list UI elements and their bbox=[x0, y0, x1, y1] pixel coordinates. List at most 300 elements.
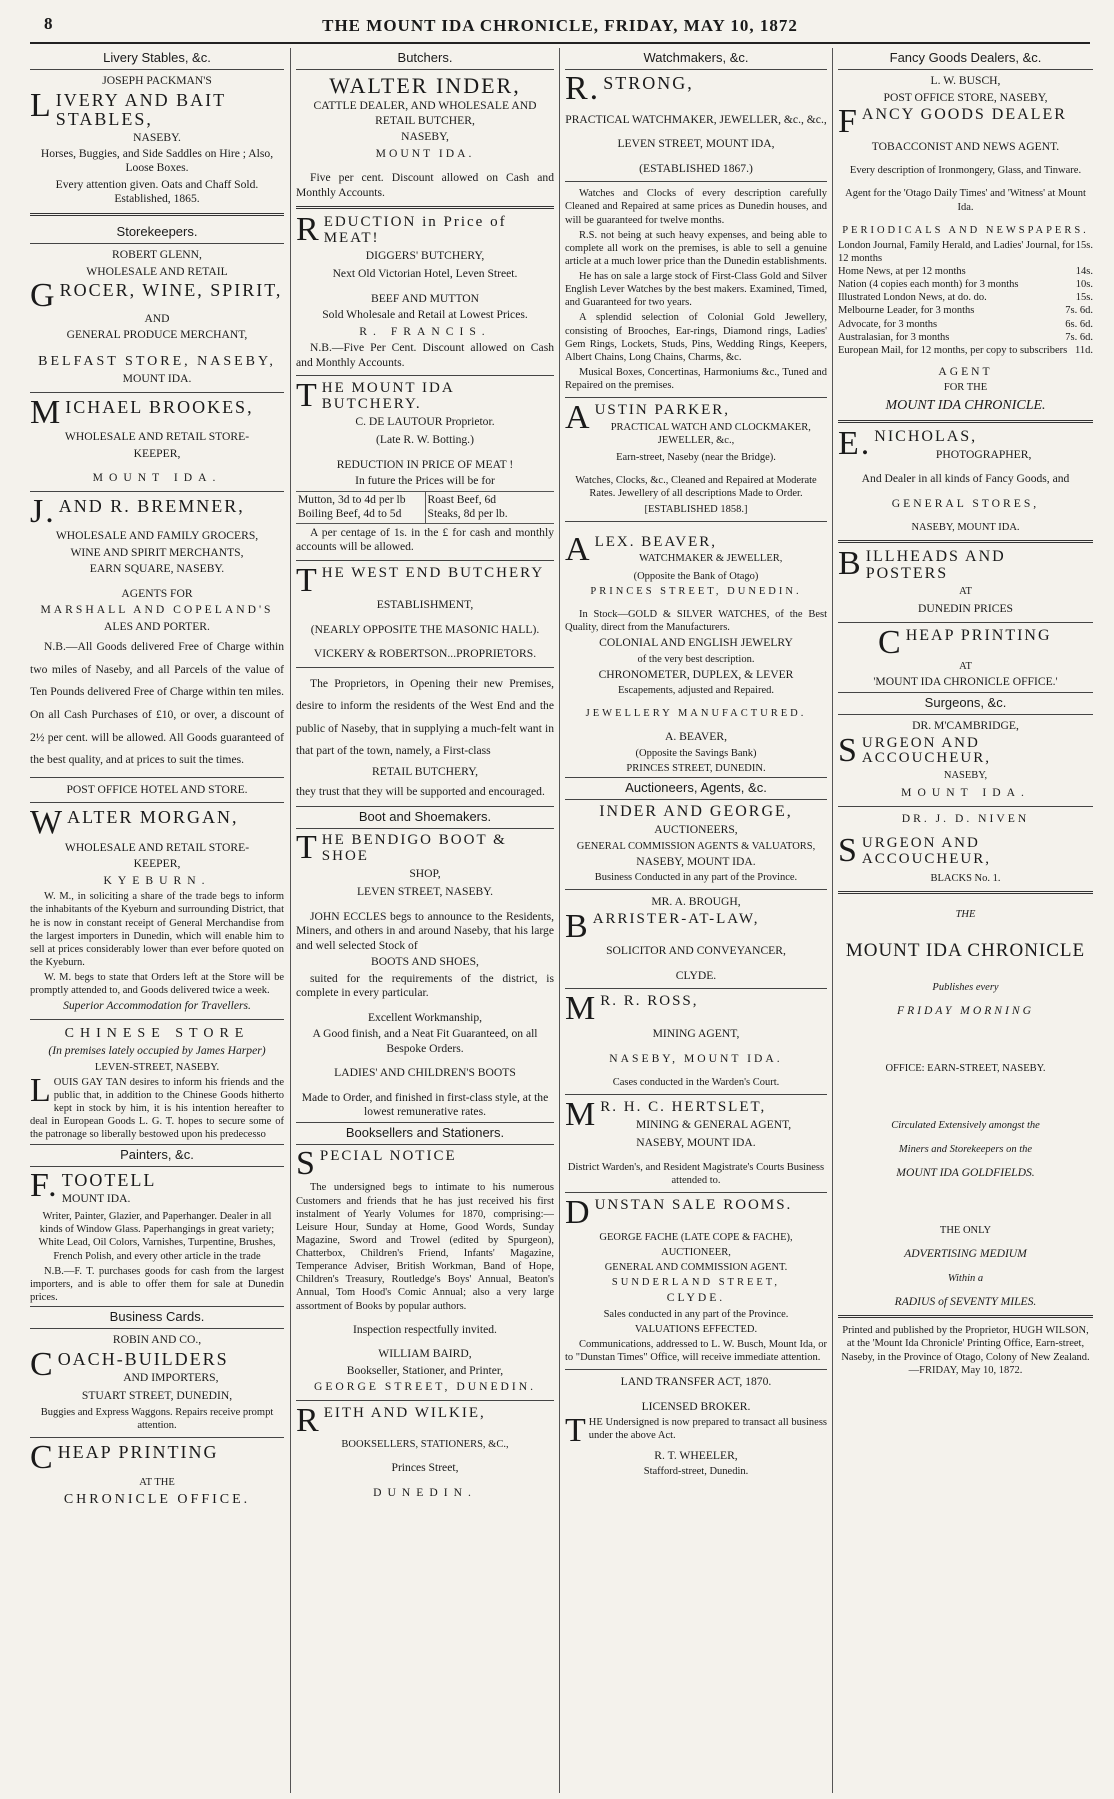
ad-sub: KEEPER, bbox=[133, 857, 181, 871]
ad-title: HE MOUNT IDA BUTCHERY. bbox=[321, 380, 454, 412]
ad-title: USTIN PARKER, bbox=[594, 402, 731, 419]
ad-special-notice bbox=[296, 1144, 554, 1395]
ad-sub: SOLICITOR AND CONVEYANCER, bbox=[606, 944, 786, 958]
drop-cap: B bbox=[838, 545, 863, 583]
ad-parker bbox=[565, 399, 827, 516]
ad-address: LEVEN STREET, MOUNT IDA, bbox=[617, 137, 775, 151]
ad-brough bbox=[565, 895, 827, 983]
ad-body: A Good finish, and a Neat Fit Guaranteed, on all Bespoke Orders. bbox=[312, 1027, 538, 1055]
drop-cap: M bbox=[565, 990, 598, 1028]
ad-sub: VICKERY & ROBERTSON...PROPRIETORS. bbox=[313, 647, 537, 661]
drop-cap: L bbox=[30, 86, 53, 124]
ad-inder bbox=[296, 74, 554, 200]
ad-place: NASEBY. bbox=[133, 130, 181, 144]
page-number: 8 bbox=[44, 14, 53, 33]
price-value: 11d. bbox=[1075, 344, 1093, 356]
ad-body: And Dealer in all kinds of Fancy Goods, and bbox=[861, 472, 1070, 486]
ad-body: The Proprietors, in Opening their new Premises, desire to inform the residents of the West End and the public of Naseby, that in supplying a much-felt want in that part of the town, namely, a First-class bbox=[296, 676, 554, 758]
ad-sub: LADIES' AND CHILDREN'S BOOTS bbox=[334, 1066, 516, 1080]
price-value: 15s. bbox=[1075, 239, 1093, 251]
ad-sub: BOOKSELLERS, STATIONERS, &C., bbox=[341, 1439, 509, 1451]
ad-body: Business Conducted in any part of the Province. bbox=[594, 872, 798, 884]
ad-inder-george bbox=[565, 804, 827, 884]
ad-title: OACH-BUILDERS bbox=[57, 1348, 229, 1369]
ad-robin bbox=[30, 1333, 284, 1432]
ad-sub: COLONIAL AND ENGLISH JEWELRY bbox=[599, 636, 793, 650]
price-value: 14s. bbox=[1075, 266, 1093, 278]
ad-sub: AND bbox=[144, 311, 170, 325]
ad-address: Next Old Victorian Hotel, Leven Street. bbox=[332, 267, 518, 281]
notice-line: THE bbox=[955, 908, 976, 920]
price-item: Advocate, for 3 months bbox=[838, 318, 938, 330]
section-heading-storekeepers: Storekeepers. bbox=[30, 222, 284, 244]
ad-title: ROCER, WINE, SPIRIT, bbox=[59, 280, 283, 301]
ad-sub: ALES AND PORTER. bbox=[104, 619, 210, 633]
price-cell: Boiling Beef, 4d to 5d bbox=[298, 507, 402, 521]
ad-name: WILLIAM BAIRD, bbox=[378, 1347, 472, 1361]
notice-line: THE ONLY bbox=[939, 1225, 992, 1237]
ad-sub: AT bbox=[959, 661, 972, 673]
ad-sub: (Opposite the Bank of Otago) bbox=[633, 570, 759, 582]
ad-name: ROBIN AND CO., bbox=[112, 1333, 202, 1347]
notice-line: OFFICE: EARN-STREET, NASEBY. bbox=[885, 1063, 1046, 1075]
ad-sub: SHOP, bbox=[409, 866, 441, 880]
drop-cap: C bbox=[30, 1438, 55, 1476]
ad-busch bbox=[838, 74, 1093, 414]
drop-cap: L bbox=[30, 1071, 51, 1109]
drop-cap: C bbox=[878, 623, 903, 661]
ad-reduction bbox=[296, 211, 554, 370]
price-item: Illustrated London News, at do. do. bbox=[838, 292, 987, 304]
ad-sub: BOOTS AND SHOES, bbox=[371, 955, 479, 969]
ad-sub: VALUATIONS EFFECTED. bbox=[634, 1323, 758, 1335]
ad-address: NASEBY, MOUNT IDA. bbox=[609, 1051, 783, 1065]
ad-cheap-printing bbox=[838, 623, 1093, 690]
ad-address: PRINCES STREET, DUNEDIN. bbox=[626, 763, 766, 774]
ad-body: Five per cent. Discount allowed on Cash and Monthly Accounts. bbox=[296, 171, 554, 199]
price-value: 7s. 6d. bbox=[1065, 331, 1093, 343]
ad-ross bbox=[565, 990, 827, 1089]
ad-sub: (Opposite the Savings Bank) bbox=[635, 747, 757, 759]
ad-billheads bbox=[838, 545, 1093, 616]
section-heading-butchers: Butchers. bbox=[296, 48, 554, 70]
ad-niven bbox=[838, 812, 1093, 885]
ad-name: L. W. BUSCH, bbox=[930, 74, 1001, 88]
ad-sub: DUNEDIN PRICES bbox=[917, 602, 1013, 616]
section-heading-post-office: POST OFFICE HOTEL AND STORE. bbox=[66, 782, 248, 796]
price-value: 6s. 6d. bbox=[1065, 318, 1093, 330]
ad-body: Every attention given. Oats and Chaff Sold. Established, 1865. bbox=[55, 177, 259, 206]
ad-body: He has on sale a large stock of First-Class Gold and Silver English Lever Watches by the best makers. Examined, Timed, and Guaranteed for two years. bbox=[565, 271, 827, 309]
section-heading-books: Booksellers and Stationers. bbox=[296, 1122, 554, 1145]
ad-title: HE WEST END BUTCHERY bbox=[321, 564, 545, 581]
ad-body: suited for the requirements of the district, is complete in every particular. bbox=[296, 971, 554, 1000]
ad-body: Cases conducted in the Warden's Court. bbox=[612, 1077, 780, 1088]
ad-body: HE Undersigned is now prepared to transact all business under the above Act. bbox=[588, 1417, 827, 1442]
ad-sub: AGENT bbox=[938, 364, 993, 378]
ad-place: MOUNT IDA. bbox=[61, 1191, 131, 1205]
page-title: THE MOUNT IDA CHRONICLE, FRIDAY, MAY 10, 1872 bbox=[322, 16, 798, 35]
ad-address: LEVEN-STREET, NASEBY. bbox=[94, 1061, 220, 1073]
ad-body: Every description of Ironmongery, Glass, and Tinware. bbox=[849, 165, 1082, 177]
ad-place: KYEBURN. bbox=[103, 873, 211, 887]
ad-dunstan bbox=[565, 1194, 827, 1364]
price-item: European Mail, for 12 months, per copy to subscribers bbox=[838, 344, 1068, 356]
column-divider bbox=[559, 48, 560, 1793]
ad-sub: Excellent Workmanship, bbox=[367, 1010, 483, 1024]
ad-brookes bbox=[30, 393, 284, 486]
ad-title: CHINESE STORE bbox=[64, 1025, 250, 1041]
ad-title: ICHAEL BROOKES, bbox=[65, 396, 254, 417]
ad-body: In Stock—GOLD & SILVER WATCHES, of the Best Quality, direct from the Manufacturers. bbox=[565, 608, 827, 633]
drop-cap: A bbox=[565, 399, 592, 437]
ad-sub: GENERAL AND COMMISSION AGENT. bbox=[604, 1261, 788, 1273]
notice-line: Within a bbox=[947, 1272, 984, 1284]
ad-address: LEVEN STREET, NASEBY. bbox=[356, 885, 494, 899]
price-cell: Mutton, 3d to 4d per lb bbox=[298, 492, 406, 506]
price-item: Nation (4 copies each month) for 3 months bbox=[838, 279, 1019, 291]
column-4 bbox=[838, 48, 1093, 1793]
ad-address: STUART STREET, DUNEDIN, bbox=[81, 1389, 233, 1403]
drop-cap: A bbox=[565, 530, 592, 568]
masthead bbox=[30, 14, 1090, 44]
drop-cap: R. bbox=[565, 70, 601, 108]
ad-title: UNSTAN SALE ROOMS. bbox=[594, 1197, 793, 1214]
ad-body: N.B.—Five Per Cent. Discount allowed on Cash and Monthly Accounts. bbox=[296, 341, 554, 369]
ad-glenn bbox=[30, 248, 284, 387]
ad-body: In future the Prices will be for bbox=[355, 474, 495, 488]
ad-reith bbox=[296, 1401, 554, 1501]
ad-sub: CATTLE DEALER, AND WHOLESALE AND RETAIL BUTCHER, bbox=[313, 99, 537, 127]
ad-body: N.B.—F. T. purchases goods for cash from the largest importers, and is able to offer them for sale at Dunedin prices. bbox=[30, 1265, 284, 1303]
ad-sub: CHRONOMETER, DUPLEX, & LEVER bbox=[598, 667, 794, 681]
ad-title: EITH AND WILKIE, bbox=[323, 1404, 486, 1421]
notice-line: Circulated Extensively amongst the bbox=[891, 1120, 1040, 1132]
price-value: 7s. 6d. bbox=[1065, 305, 1093, 317]
section-heading-livery: Livery Stables, &c. bbox=[30, 48, 284, 70]
ad-place: MOUNT IDA. bbox=[375, 146, 475, 160]
ad-sub: REDUCTION IN PRICE OF MEAT ! bbox=[336, 457, 514, 471]
ad-chinese-store bbox=[30, 1025, 284, 1144]
ad-title: MOUNT IDA CHRONICLE. bbox=[885, 397, 1046, 413]
price-line bbox=[838, 265, 1093, 278]
price-item: Australasian, for 3 months bbox=[838, 331, 950, 343]
drop-cap: S bbox=[838, 731, 859, 769]
drop-cap: G bbox=[30, 277, 57, 315]
ad-body: Watches and Clocks of every description carefully Cleaned and Repaired at same prices as Dunedin houses, and will be guaranteed for twelve months. bbox=[565, 188, 827, 226]
ad-title: IVERY AND BAIT STABLES, bbox=[55, 89, 226, 129]
notice-line: FRIDAY MORNING bbox=[897, 1003, 1034, 1017]
ad-note: Superior Accommodation for Travellers. bbox=[63, 999, 251, 1013]
price-line bbox=[838, 344, 1093, 357]
ad-address: EARN SQUARE, NASEBY. bbox=[89, 562, 225, 576]
ad-title: HEAP PRINTING bbox=[57, 1441, 219, 1462]
notice-title-word: IDA bbox=[925, 939, 962, 961]
drop-cap: T bbox=[565, 1412, 586, 1450]
ad-sub: 'MOUNT IDA CHRONICLE OFFICE.' bbox=[873, 675, 1058, 689]
ad-address: Princes Street, bbox=[391, 1461, 459, 1475]
ad-title: INDER AND GEORGE, bbox=[599, 803, 793, 821]
ad-sub: Bookseller, Stationer, and Printer, bbox=[346, 1363, 504, 1377]
ad-title: LEX. BEAVER, bbox=[594, 533, 718, 550]
ad-body: Musical Boxes, Concertinas, Harmoniums &c., Tuned and Repaired on the premises. bbox=[565, 366, 827, 392]
ad-sub: AND IMPORTERS, bbox=[123, 1370, 219, 1384]
price-line bbox=[838, 291, 1093, 304]
ad-address: SUNDERLAND STREET, bbox=[611, 1277, 781, 1289]
ad-land-transfer bbox=[565, 1375, 827, 1478]
ad-address: PRINCES STREET, DUNEDIN. bbox=[590, 585, 802, 597]
ad-body: N.B.—All Goods delivered Free of Charge within two miles of Naseby, and all Parcels of the value of Ten Pounds delivered Free of Charge within ten miles. On all Cash Purchases of £10, or over, a discount of 2½ per cent. will be allowed. All Goods guaranteed of the best quality, and at prices to suit the times. bbox=[30, 640, 284, 767]
ad-address: POST OFFICE STORE, NASEBY, bbox=[883, 90, 1048, 104]
ad-title: R. H. C. HERTSLET, bbox=[600, 1099, 767, 1116]
ad-sub: MARSHALL AND COPELAND'S bbox=[40, 603, 274, 617]
ad-sub: BEEF AND MUTTON bbox=[370, 291, 479, 305]
ad-sub: GENERAL COMMISSION AGENTS & VALUATORS, bbox=[576, 840, 816, 852]
ad-sub: (ESTABLISHED 1867.) bbox=[639, 161, 753, 175]
ad-title: EDUCTION in Price of MEAT! bbox=[323, 214, 507, 246]
ad-body: District Warden's, and Resident Magistrate's Courts Business attended to. bbox=[567, 1161, 825, 1186]
ad-body: Inspection respectfully invited. bbox=[353, 1322, 497, 1336]
ad-bendigo bbox=[296, 829, 554, 1119]
price-item: London Journal, Family Herald, and Ladies' Journal, for 12 months bbox=[838, 239, 1075, 264]
ad-packman bbox=[30, 74, 284, 207]
ad-body: of the very best description. bbox=[637, 653, 755, 665]
ad-sub: (In premises lately occupied by James Harper) bbox=[48, 1044, 266, 1058]
ad-title: URGEON AND ACCOUCHEUR, bbox=[861, 835, 992, 867]
notice-line: ADVERTISING MEDIUM bbox=[904, 1247, 1027, 1261]
ad-title: HE BENDIGO BOOT & SHOE bbox=[321, 832, 507, 865]
ad-sub: AGENTS FOR bbox=[121, 586, 193, 600]
ad-sub: CHRONICLE OFFICE. bbox=[63, 1491, 251, 1507]
drop-cap: B bbox=[565, 907, 590, 945]
ad-sub: C. DE LAUTOUR Proprietor. bbox=[355, 414, 495, 428]
ad-name: MR. A. BROUGH, bbox=[651, 895, 741, 909]
ad-title: PECIAL NOTICE bbox=[319, 1147, 457, 1164]
drop-cap: M bbox=[565, 1096, 598, 1134]
ad-sub: PERIODICALS AND NEWSPAPERS. bbox=[842, 224, 1089, 236]
notice-title bbox=[838, 939, 1093, 963]
ad-sub: WHOLESALE AND RETAIL bbox=[86, 264, 228, 278]
section-heading-boot: Boot and Shoemakers. bbox=[296, 806, 554, 829]
ad-sub: (NEARLY OPPOSITE THE MASONIC HALL). bbox=[310, 622, 540, 636]
price-line bbox=[838, 304, 1093, 317]
ad-title: ILLHEADS AND POSTERS bbox=[865, 548, 1006, 583]
price-value: 10s. bbox=[1075, 279, 1093, 291]
ad-sub: WHOLESALE AND FAMILY GROCERS, bbox=[55, 529, 259, 543]
section-heading-surgeons: Surgeons, &c. bbox=[838, 692, 1093, 715]
ad-title: ALTER MORGAN, bbox=[67, 807, 239, 828]
ad-body: A per centage of 1s. in the £ for cash and monthly accounts will be allowed. bbox=[296, 525, 554, 554]
ad-address: NASEBY, bbox=[943, 770, 988, 782]
ad-name: GEORGE FACHE (LATE COPE & FACHE), bbox=[599, 1231, 793, 1243]
ad-title: NICHOLAS, bbox=[874, 428, 978, 446]
ad-mccambridge bbox=[838, 719, 1093, 801]
price-line bbox=[838, 239, 1093, 265]
imprint: Printed and published by the Proprietor, HUGH WILSON, at the 'Mount Ida Chronicle' Printing Office, Earn-street, Naseby, in the Province of Otago, Colony of New Zealand.—FRIDAY, May 10, 1872. bbox=[841, 1325, 1090, 1376]
ad-sub: WATCHMAKER & JEWELLER, bbox=[639, 553, 783, 565]
ad-sub: PRACTICAL WATCHMAKER, JEWELLER, &c., &c., bbox=[565, 112, 827, 126]
ad-body: Made to Order, and finished in first-class style, at the lowest remunerative rates. bbox=[301, 1090, 549, 1119]
ad-body: W. M., in soliciting a share of the trade begs to inform the inhabitants of the Kyeburn and surrounding District, that he is now in constant receipt of General Merchandise from the largest importers in Dunedin, which will enable him to sell at prices considerably lower than ever before quoted on the Kyeburn. bbox=[30, 891, 284, 968]
section-heading-fancy-goods: Fancy Goods Dealers, &c. bbox=[838, 48, 1093, 70]
ad-body: The undersigned begs to intimate to his numerous Customers and friends that he has just received his first instalment of Yearly Volumes for 1870, comprising:—Leisure Hour, Sunday at Home, Good Words, Sunday Magazine, Sword and Trowel (edited by Spurgeon), Chatterbox, Children's Friend, Infants' Magazine, Temperance Adviser, British Workman, Band of Hope, Children's Treasury, Routledge's Boys' Annual, Beaton's Annual, Tom Hood's Comic Annual; also a very large assortment of Books by popular authors. bbox=[296, 1182, 554, 1312]
ad-beaver bbox=[565, 527, 827, 775]
notice-line: RADIUS of SEVENTY MILES. bbox=[894, 1294, 1037, 1308]
column-divider bbox=[832, 48, 833, 1793]
ad-title: WALTER INDER, bbox=[329, 73, 521, 99]
ad-sub: AT THE bbox=[139, 1476, 175, 1488]
ad-sub: JEWELLERY MANUFACTURED. bbox=[585, 708, 807, 720]
ad-title: TOOTELL bbox=[61, 1169, 157, 1190]
ad-body: Escapements, adjusted and Repaired. bbox=[618, 685, 774, 697]
ad-title: STRONG, bbox=[603, 73, 694, 94]
notice-line: MOUNT IDA GOLDFIELDS. bbox=[896, 1165, 1035, 1179]
ad-sub: WHOLESALE AND RETAIL STORE- bbox=[64, 840, 250, 854]
ad-name: DR. M'CAMBRIDGE, bbox=[912, 719, 1019, 733]
price-line bbox=[838, 331, 1093, 344]
ad-address: Stafford-street, Dunedin. bbox=[643, 1466, 749, 1478]
ad-address: NASEBY, MOUNT IDA. bbox=[636, 1136, 756, 1150]
price-cell: Roast Beef, 6d bbox=[427, 492, 497, 506]
section-heading-auctioneers: Auctioneers, Agents, &c. bbox=[565, 777, 827, 800]
ad-sub: TOBACCONIST AND NEWS AGENT. bbox=[871, 139, 1060, 153]
ad-body: Communications, addressed to L. W. Busch, Mount Ida, or to "Dunstan Times" Office, will receive immediate attention. bbox=[565, 1338, 827, 1364]
ad-sub: MINING AGENT, bbox=[652, 1027, 740, 1041]
price-value: 15s. bbox=[1075, 292, 1093, 304]
ad-cheap-printing bbox=[30, 1438, 284, 1508]
drop-cap: J. bbox=[30, 492, 56, 530]
ad-body: A splendid selection of Colonial Gold Jewellery, consisting of Brooches, Ear-rings, Diamond rings, Ladies' Gem Rings, Lockets, Studs, Pins, Wedding Rings, Keepers, Albert Chains, Long Chains, Charms, &c. bbox=[565, 312, 827, 363]
ad-west-end bbox=[296, 561, 554, 805]
ad-name: DR. J. D. NIVEN bbox=[901, 811, 1030, 825]
notice-line: Miners and Storekeepers on the bbox=[898, 1143, 1033, 1155]
ad-sub: AUCTIONEER, bbox=[661, 1246, 731, 1258]
ad-mount-ida-butchery bbox=[296, 377, 554, 554]
ad-title: R. R. ROSS, bbox=[600, 993, 699, 1010]
ad-place: DUNEDIN. bbox=[373, 1485, 477, 1499]
drop-cap: R bbox=[296, 211, 321, 249]
column-2 bbox=[296, 48, 554, 1793]
ad-morgan bbox=[30, 804, 284, 1014]
ad-name: ROBERT GLENN, bbox=[112, 248, 202, 262]
ad-sub: AT bbox=[959, 586, 972, 597]
section-heading-watchmakers: Watchmakers, &c. bbox=[565, 48, 827, 70]
section-heading-painters: Painters, &c. bbox=[30, 1144, 284, 1167]
ad-sub: [ESTABLISHED 1858.] bbox=[644, 503, 748, 515]
ad-tootell bbox=[30, 1166, 284, 1304]
ad-body: W. M. begs to state that Orders left at the Store will be promptly attended to, and Goods delivered twice a week. bbox=[30, 972, 284, 997]
column-3 bbox=[565, 48, 827, 1793]
drop-cap: T bbox=[296, 561, 319, 599]
ad-address: NASEBY, MOUNT IDA. bbox=[911, 522, 1020, 534]
ad-title: ANCY GOODS DEALER bbox=[861, 106, 1067, 124]
paper-notice bbox=[838, 900, 1093, 1310]
drop-cap: C bbox=[30, 1345, 55, 1383]
price-table bbox=[296, 491, 554, 524]
notice-title-word: CHRONICLE bbox=[967, 939, 1086, 961]
drop-cap: F. bbox=[30, 1166, 59, 1204]
ad-sub: AUCTIONEERS, bbox=[654, 823, 738, 837]
ad-body: OUIS GAY TAN desires to inform his friends and the public that, in addition to the Chinese Goods hitherto kept in stock by him, it is his intention hereafter to deal in European Goods L. G. T. hopes to secure some of the patronage so liberally bestowed upon his predecesso bbox=[30, 1076, 284, 1141]
ad-body: R.S. not being at such heavy expenses, and being able to complete all work on the premises, is able to sell a genuine article at a much lower price than the Dunedin establishments. bbox=[565, 229, 827, 267]
ad-address: BLACKS No. 1. bbox=[930, 872, 1001, 884]
ad-title: AND R. BREMNER, bbox=[58, 495, 245, 516]
column-1 bbox=[30, 48, 284, 1793]
ad-title: ARRISTER-AT-LAW, bbox=[592, 910, 760, 927]
ad-body: Writer, Painter, Glazier, and Paperhanger. Dealer in all kinds of Window Glass. Paperhangings in great variety; White Lead, Oil Colors, Varnishes, Turpentine, Brushes, French Polish, and every other article in the trade bbox=[38, 1211, 276, 1262]
ad-sub: MINING & GENERAL AGENT, bbox=[636, 1117, 792, 1131]
ad-sub: LICENSED BROKER. bbox=[641, 1399, 751, 1413]
ad-place: NASEBY, bbox=[401, 130, 449, 144]
ad-sub: RETAIL BUTCHERY, bbox=[372, 764, 478, 778]
ad-sub: KEEPER, bbox=[133, 446, 181, 460]
ad-body: Sales conducted in any part of the Province. bbox=[603, 1308, 789, 1320]
ad-place: MOUNT IDA. bbox=[901, 786, 1030, 800]
ad-hertslet bbox=[565, 1096, 827, 1187]
ad-sub: GENERAL PRODUCE MERCHANT, bbox=[66, 328, 248, 342]
ad-sub: PHOTOGRAPHER, bbox=[935, 447, 1032, 461]
ad-name: JOSEPH PACKMAN'S bbox=[102, 74, 212, 88]
drop-cap: M bbox=[30, 393, 63, 431]
drop-cap: R bbox=[296, 1401, 321, 1439]
price-item: Home News, at per 12 months bbox=[838, 266, 966, 278]
ad-place: CLYDE. bbox=[666, 1291, 726, 1305]
ad-body: Agent for the 'Otago Daily Times' and 'Witness' at Mount Ida. bbox=[845, 188, 1086, 213]
ad-body: JOHN ECCLES begs to announce to the Residents, Miners, and others in and around Naseby, that his large and well selected Stock of bbox=[296, 909, 554, 952]
ad-sub: FOR THE bbox=[943, 382, 988, 394]
ad-sub: ESTABLISHMENT, bbox=[376, 598, 474, 612]
ad-title: URGEON AND ACCOUCHEUR, bbox=[861, 734, 992, 767]
ad-address: GEORGE STREET, DUNEDIN. bbox=[313, 1380, 537, 1394]
ad-sub: PRACTICAL WATCH AND CLOCKMAKER, JEWELLER, &c., bbox=[610, 421, 811, 447]
drop-cap: T bbox=[296, 377, 319, 415]
notice-line: Publishes every bbox=[932, 981, 999, 993]
ad-address: Earn-street, Naseby (near the Bridge). bbox=[616, 452, 776, 464]
ad-strong bbox=[565, 70, 827, 392]
ad-nicholas bbox=[838, 425, 1093, 534]
price-line bbox=[838, 278, 1093, 291]
ad-title: LAND TRANSFER ACT, 1870. bbox=[620, 1375, 772, 1389]
column-divider bbox=[290, 48, 291, 1793]
drop-cap: F bbox=[838, 103, 859, 141]
section-heading-business-cards: Business Cards. bbox=[30, 1306, 284, 1329]
price-item: Melbourne Leader, for 3 months bbox=[838, 305, 975, 317]
ad-sub: GENERAL STORES, bbox=[891, 496, 1040, 510]
ad-place: MOUNT IDA. bbox=[122, 372, 192, 386]
price-line bbox=[838, 318, 1093, 331]
drop-cap: D bbox=[565, 1194, 592, 1232]
ad-name: R. FRANCIS. bbox=[359, 324, 491, 338]
drop-cap: W bbox=[30, 804, 65, 842]
ad-sub: (Late R. W. Botting.) bbox=[376, 433, 474, 447]
ad-body: Sold Wholesale and Retail at Lowest Prices. bbox=[322, 308, 528, 322]
ad-place: MOUNT IDA. bbox=[92, 471, 222, 485]
ad-place: CLYDE. bbox=[675, 968, 717, 982]
drop-cap: S bbox=[838, 832, 859, 870]
ad-body: Horses, Buggies, and Side Saddles on Hire ; Also, Loose Boxes. bbox=[40, 147, 274, 175]
ad-bremner bbox=[30, 492, 284, 772]
drop-cap: T bbox=[296, 829, 319, 867]
ad-address: NASEBY, MOUNT IDA. bbox=[636, 854, 756, 868]
ad-address: BELFAST STORE, NASEBY, bbox=[38, 353, 276, 369]
ad-sub: DIGGERS' BUTCHERY, bbox=[365, 248, 485, 262]
price-cell: Steaks, 8d per lb. bbox=[427, 507, 508, 521]
ad-title: HEAP PRINTING bbox=[905, 626, 1052, 644]
ad-body: Buggies and Express Waggons. Repairs receive prompt attention. bbox=[40, 1406, 274, 1431]
ad-name: A. BEAVER, bbox=[665, 730, 727, 744]
ad-sub: WHOLESALE AND RETAIL STORE- bbox=[64, 430, 250, 444]
notice-title-word: MOUNT bbox=[845, 939, 921, 961]
